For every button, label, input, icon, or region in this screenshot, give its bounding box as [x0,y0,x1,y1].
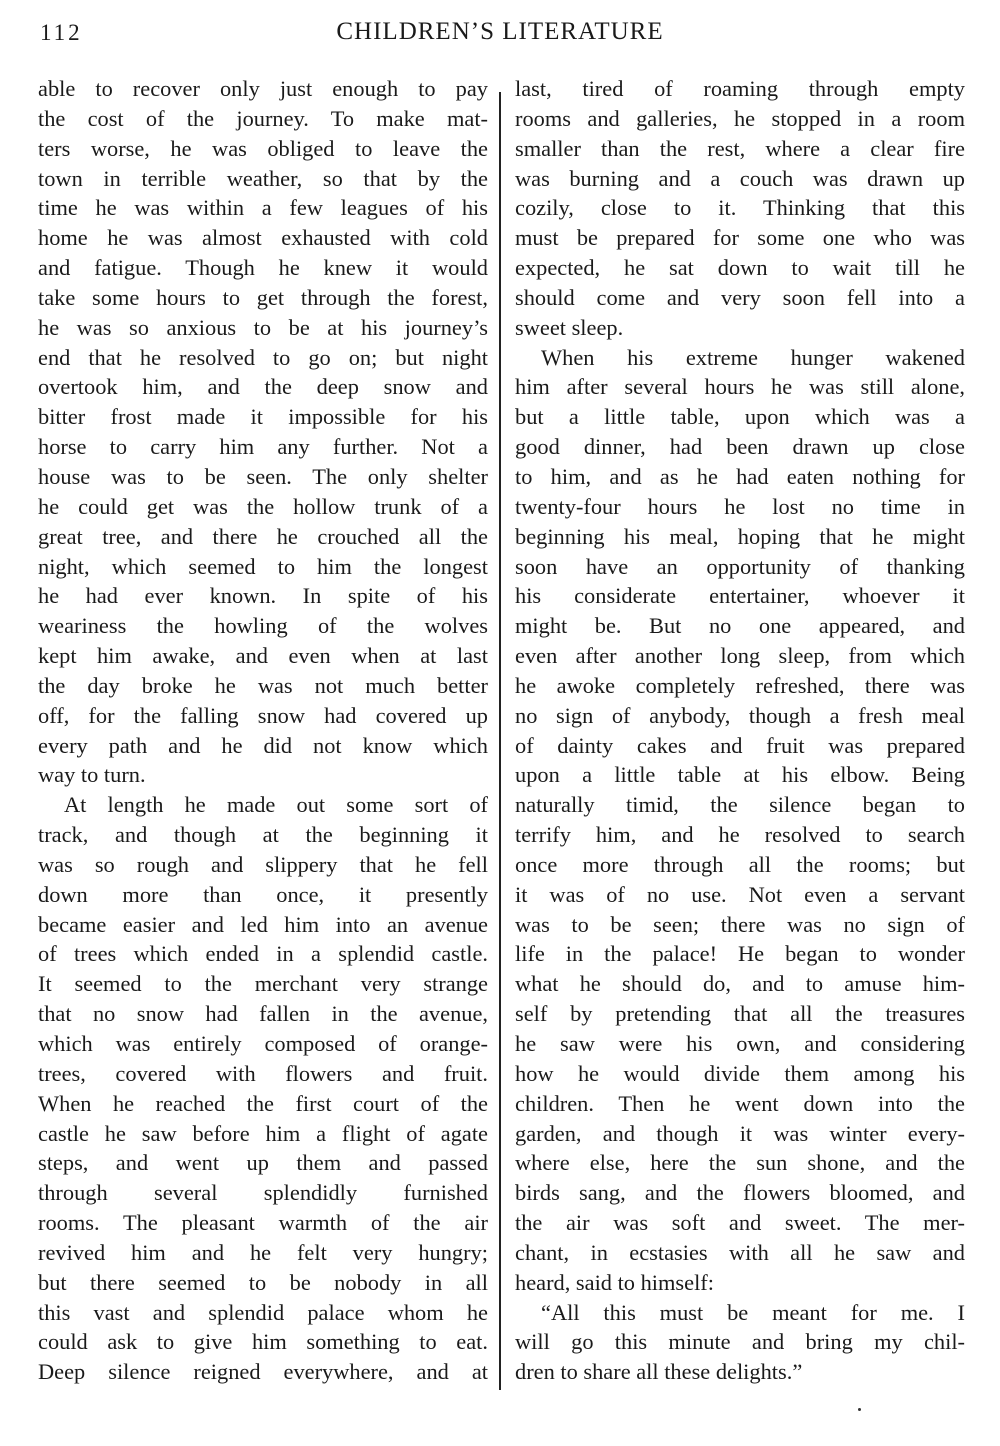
text-line: garden, and though it was winter every- [515,1120,965,1146]
text-line: once more through all the rooms; but [515,851,965,877]
text-line: overtook him, and the deep snow and [38,374,488,400]
text-line: horse to carry him any further. Not a [38,434,488,460]
text-line: end that he resolved to go on; but night [38,344,488,370]
text-line: which was entirely composed of orange- [38,1031,488,1056]
text-line: track, and though at the beginning it [38,822,488,848]
text-line: rooms and galleries, he stopped in a room [515,105,965,131]
text-line: When he reached the first court of the [38,1090,488,1116]
text-line: rooms. The pleasant warmth of the air [38,1210,488,1236]
text-line: At length he made out some sort of [64,792,488,818]
text-line: dren to share all these delights.” [515,1359,803,1385]
text-line: the air was soft and sweet. The mer- [515,1210,965,1236]
text-line: heard, said to himself: [515,1269,714,1295]
text-line: bitter frost made it impossible for his [38,404,488,430]
text-line: revived him and he felt very hungry; [38,1239,488,1265]
text-line: home he was almost exhausted with cold [38,225,488,251]
text-line: When his extreme hunger wakened [541,344,965,370]
text-line: will go this minute and bring my chil- [515,1329,965,1355]
text-line: even after another long sleep, from which [515,643,965,669]
text-line: sweet sleep. [515,314,624,340]
text-line: where else, here the sun shone, and the [515,1150,965,1176]
text-line: children. Then he went down into the [515,1090,965,1116]
column-divider [499,92,501,1390]
text-line: he could get was the hollow trunk of a [38,493,488,519]
text-line: he awoke completely refreshed, there was [515,672,965,698]
text-line: off, for the falling snow had covered up [38,702,488,728]
left-column [38,74,488,1387]
text-line: life in the palace! He began to wonder [515,941,965,967]
print-mark [858,1408,861,1411]
text-line: of dainty cakes and fruit was prepared [515,732,965,758]
text-line: his considerate entertainer, whoever it [515,583,965,609]
text-line: terrify him, and he resolved to search [515,822,965,848]
text-line: no sign of anybody, though a fresh meal [515,702,965,728]
text-line: cozily, close to it. Thinking that this [515,195,965,221]
text-line: take some hours to get through the forest, [38,284,488,310]
text-line: could ask to give him something to eat. [38,1329,488,1355]
text-line: was to be seen; there was no sign of [515,911,965,937]
text-line: what he should do, and to amuse him- [515,971,965,997]
text-line: smaller than the rest, where a clear fire [515,135,965,161]
text-line: ters worse, he was obliged to leave the [38,135,488,161]
text-line: should come and very soon fell into a [515,284,965,310]
text-line: trees, covered with flowers and fruit. [38,1060,488,1086]
text-line: way to turn. [38,762,146,788]
text-line: but there seemed to be nobody in all [38,1269,488,1295]
text-line: able to recover only just enough to pay [38,76,488,101]
text-line: Deep silence reigned everywhere, and at [38,1359,488,1385]
text-line: he was so anxious to be at his journey’s [38,314,488,340]
text-line: kept him awake, and even when at last [38,643,488,669]
text-line: him after several hours he was still alone, [515,374,965,400]
text-line: might be. But no one appeared, and [515,613,965,639]
text-line: but a little table, upon which was a [515,404,965,430]
text-line: became easier and led him into an avenue [38,911,488,937]
text-line: the cost of the journey. To make mat- [38,105,488,131]
text-line: castle he saw before him a flight of agate [38,1120,488,1146]
text-line: soon have an opportunity of thanking [515,553,965,579]
text-line: steps, and went up them and passed [38,1150,488,1176]
text-line: great tree, and there he crouched all the [38,523,488,549]
text-line: birds sang, and the flowers bloomed, and [515,1180,965,1206]
text-line: he saw were his own, and considering [515,1031,965,1056]
text-line: beginning his meal, hoping that he might [515,523,965,549]
text-line: house was to be seen. The only shelter [38,463,488,489]
text-line: down more than once, it presently [38,881,488,907]
text-line: “All this must be meant for me. I [541,1299,965,1325]
text-line: was so rough and slippery that he fell [38,851,488,877]
text-line: It seemed to the merchant very strange [38,971,488,997]
text-line: that no snow had fallen in the avenue, [38,1001,488,1027]
text-line: expected, he sat down to wait till he [515,255,965,281]
text-line: it was of no use. Not even a servant [515,881,965,907]
text-line: every path and he did not know which [38,732,488,758]
text-line: twenty-four hours he lost no time in [515,493,965,519]
text-line: and fatigue. Though he knew it would [38,255,488,281]
text-line: weariness the howling of the wolves [38,613,488,639]
text-line: self by pretending that all the treasures [515,1001,965,1027]
text-line: town in terrible weather, so that by the [38,165,488,191]
text-line: must be prepared for some one who was [515,225,965,251]
text-line: of trees which ended in a splendid castle. [38,941,488,967]
text-line: was burning and a couch was drawn up [515,165,965,191]
text-line: upon a little table at his elbow. Being [515,762,965,788]
text-line: naturally timid, the silence began to [515,792,965,818]
text-line: time he was within a few leagues of his [38,195,488,221]
page-number: 112 [40,20,83,45]
text-line: last, tired of roaming through empty [515,76,965,101]
text-line: through several splendidly furnished [38,1180,488,1206]
text-line: night, which seemed to him the longest [38,553,488,579]
text-line: he had ever known. In spite of his [38,583,488,609]
text-line: how he would divide them among his [515,1060,965,1086]
text-line: the day broke he was not much better [38,672,488,698]
running-head: CHILDREN’S LITERATURE [336,18,664,45]
right-column [515,74,965,1387]
text-line: to him, and as he had eaten nothing for [515,463,965,489]
text-line: good dinner, had been drawn up close [515,434,965,460]
text-line: this vast and splendid palace whom he [38,1299,488,1325]
text-line: chant, in ecstasies with all he saw and [515,1239,965,1265]
